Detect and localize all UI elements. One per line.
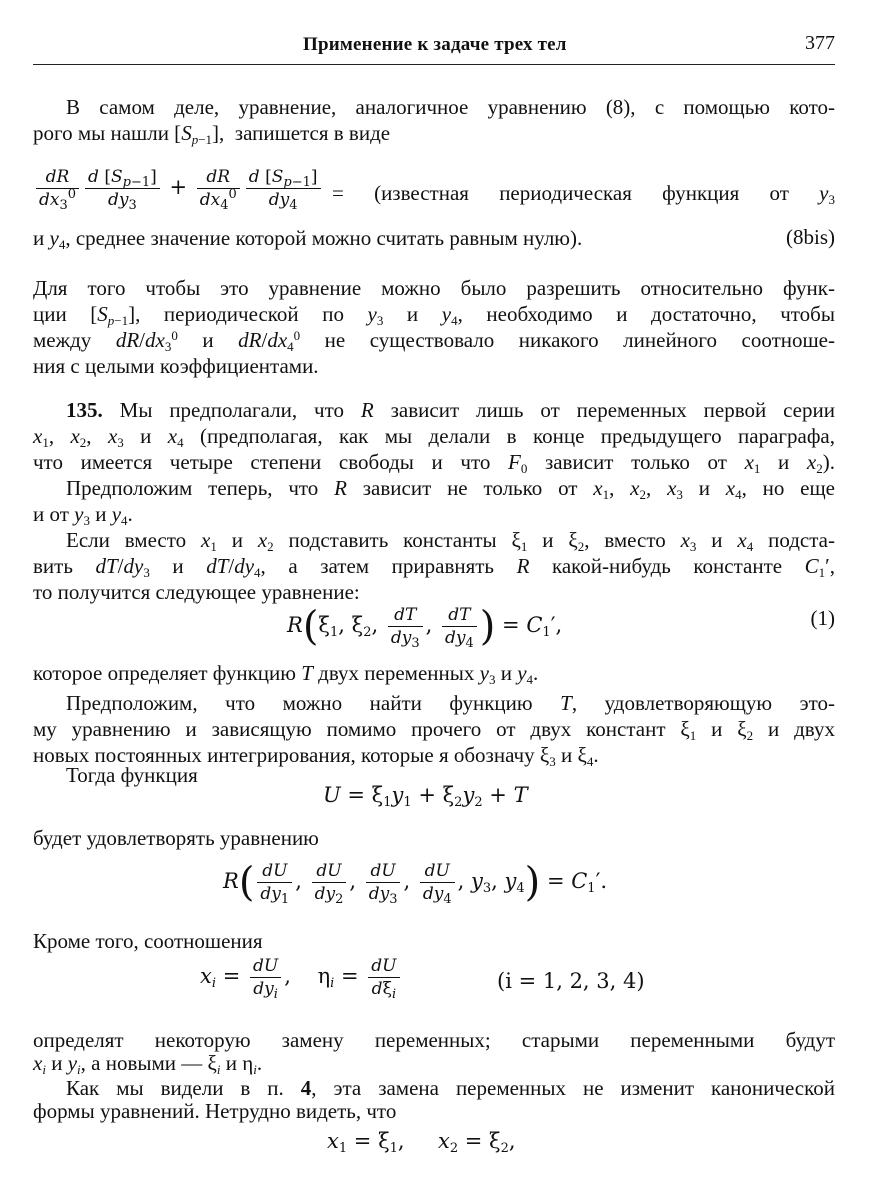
text-line: которое определяет функцию T двух переменных $y_3$ и $y_4$. — [33, 661, 539, 687]
equation-xi-eta: $x_i$ = $\frac{dU}{dy_i}$ , $\eta_i$ = $\frac{dU}{d\xi_i}$ — [200, 955, 403, 1000]
text-line: му уравнению и зависящую помимо прочего от двух констант $\xi_1$ и $\xi_2$ и двух — [33, 717, 835, 743]
text-line: вить $dT/dy_3$ и $dT/dy_4$, а затем приравнять R какой-нибудь константе $C_1'$, — [33, 554, 835, 580]
text-line: Для того чтобы это уравнение можно было разрешить относительно функ- — [33, 276, 835, 300]
text-line: между $dR/dx_3^0$ и $dR/dx_4^0$ не существовало никакого линейного соотноше- — [33, 328, 835, 354]
text-line: Предположим, что можно найти функцию T, удовлетворяющую это- — [66, 691, 835, 715]
text-line: 135. Мы предполагали, что R зависит лишь от переменных первой серии — [66, 398, 835, 422]
text-line: Если вместо $x_1$ и $x_2$ подставить константы $\xi_1$ и $\xi_2$, вместо $x_3$ и $x_4$ подста- — [66, 528, 835, 554]
text-line: то получится следующее уравнение: — [33, 580, 360, 604]
text-line: ния с целыми коэффициентами. — [33, 354, 319, 378]
text-line: и $y_4$, среднее значение которой можно считать равным нулю). — [33, 226, 583, 252]
text-line: что имеется четыре степени свободы и что $F_0$ зависит только от $x_1$ и $x_2$). — [33, 450, 835, 476]
equation-x1-x2: $x_1 = \xi_1$, $x_2 = \xi_2$, — [327, 1129, 516, 1156]
text-line: формы уравнений. Нетрудно видеть, что — [33, 1099, 397, 1123]
text-line: = (известная периодическая функция от $y_3$ — [332, 181, 835, 207]
text-line: определят некоторую замену переменных; старыми переменными будут — [33, 1028, 835, 1052]
equation-r-du: R( $\frac{dU}{dy_1}$ , $\frac{dU}{dy_2}$ , $\frac{dU}{dy_3}$ , $\frac{dU}{dy_4}$ , $y_3$, $y_4) = C_1'$. — [223, 859, 608, 907]
equation-number: (1) — [810, 606, 835, 630]
page-number: 377 — [805, 32, 835, 54]
text-line: новых постоянных интегрирования, которые я обозначу $\xi_3$ и $\xi_4$. — [33, 743, 599, 769]
equation-number: (8bis) — [786, 225, 835, 249]
section-number: 135. — [66, 398, 103, 422]
equation-range: (i = 1, 2, 3, 4) — [497, 969, 645, 993]
equation-u: $U = \xi_1y_1 + \xi_2y_2 + T$ — [323, 783, 528, 810]
text-line: Тогда функция — [66, 763, 198, 787]
text-line: Предположим теперь, что R зависит не только от $x_1$, $x_2$, $x_3$ и $x_4$, но еще — [66, 476, 835, 502]
equation-8bis: $\frac{dR}{dx_3^0}$ $\frac{d [S_{p-1}]}{dy_3}$ + $\frac{dR}{dx_4^0}$ $\frac{d [S_{p-1}]}{dy_4}$ — [33, 166, 324, 211]
text-line: В самом деле, уравнение, аналогичное уравнению (8), с помощью кото- — [66, 95, 835, 119]
running-header-title: Применение к задаче трех тел — [303, 34, 567, 55]
text-line: Кроме того, соотношения — [33, 929, 263, 953]
text-line: рого мы нашли $[S_{p-1}]$, запишется в виде — [33, 121, 391, 147]
equation-1: $R(\xi_1$, $\xi_2$, $\frac{dT}{dy_3}$ , $\frac{dT}{dy_4}$ ) = $C_1'$, — [287, 603, 563, 651]
text-line: $x_1$, $x_2$, $x_3$ и $x_4$ (предполагая, как мы делали в конце предыдущего параграфа, — [33, 424, 836, 450]
text-line: будет удовлетворять уравнению — [33, 826, 319, 850]
text-line: и от $y_3$ и $y_4$. — [33, 502, 133, 528]
running-header — [33, 28, 835, 65]
text-line: $x_i$ и $y_i$, а новыми — $\xi_i$ и $\eta_i$. — [33, 1051, 263, 1077]
text-line: Как мы видели в п. 4, эта замена переменных не изменит канонической — [66, 1076, 835, 1100]
text-line: ции $[S_{p-1}]$, периодической по $y_3$ и $y_4$, необходимо и достаточно, чтобы — [33, 302, 835, 328]
